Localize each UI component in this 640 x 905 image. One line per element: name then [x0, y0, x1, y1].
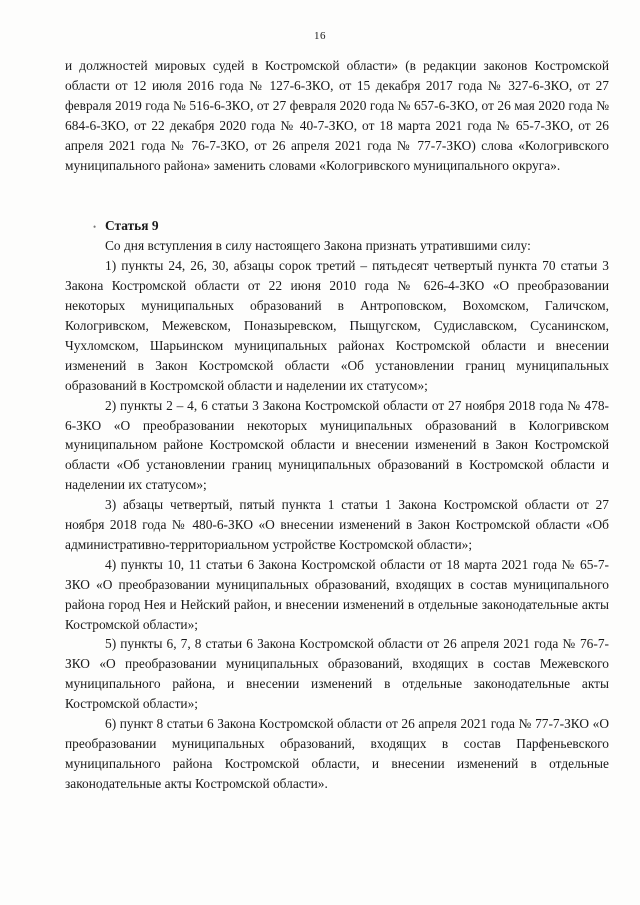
- article-intro: Со дня вступления в силу настоящего Закона признать утратившими силу:: [105, 238, 531, 254]
- list-item-3: 3) абзацы четвертый, пятый пункта 1 статьи 1 Закона Костромской области от 27 ноября 2018 года № 480-6-ЗКО «О внесении изменений в Закон Костромской области «Об административно-территориальном устройстве Костромской области»;: [65, 497, 609, 552]
- page-number: 16: [314, 30, 326, 42]
- continuation-paragraph: и должностей мировых судей в Костромской области» (в редакции законов Костромской области от 12 июля 2016 года № 127-6-ЗКО, от 15 декабря 2017 года № 327-6-ЗКО, от 27 февраля 2019 года № 516-6-ЗКО, от 27 февраля 2020 года № 657-6-ЗКО, от 26 мая 2020 года № 684-6-ЗКО, от 22 декабря 2020 года № 40-7-ЗКО, от 18 марта 2021 года № 65-7-ЗКО, от 26 апреля 2021 года № 76-7-ЗКО, от 26 апреля 2021 года № 77-7-ЗКО) слова «Кологривского муниципального района» заменить словами «Кологривского муниципального округа».: [65, 58, 609, 173]
- article-heading-text: Статья 9: [105, 218, 159, 234]
- list-item-6: 6) пункт 8 статьи 6 Закона Костромской области от 26 апреля 2021 года № 77-7-ЗКО «О преобразовании муниципальных образований, входящих в состав Парфеньевского муниципального района Костромской области, и внесении изменений в отдельные законодательные акты Костромской области».: [65, 716, 609, 791]
- scan-mark-icon: •: [93, 222, 97, 233]
- article-heading: [65, 216, 609, 236]
- list-item-2: 2) пункты 2 – 4, 6 статьи 3 Закона Костромской области от 27 ноября 2018 года № 478-6-ЗКО «О преобразовании некоторых муниципальных образований в Кологривском муниципальном районе Костромской области и внесении изменений в Закон Костромской области «Об установлении границ муниципальных образований в Костромской области и наделении их статусом»;: [65, 397, 609, 493]
- list-item-1: 1) пункты 24, 26, 30, абзацы сорок третий – пятьдесят четвертый пункта 70 статьи 3 Закона Костромской области от 22 июня 2010 года № 626-4-ЗКО «О преобразовании некоторых муниципальных образований в Антроповском, Вохомском, Галичском, Кологривском, Межевском, Поназыревском, Пыщугском, Судиславском, Сусанинском, Чухломском, Шарьинском муниципальных районах Костромской области и внесении изменений в Закон Костромской области «Об установлении границ муниципальных образований в Костромской области и наделении их статусом»;: [65, 258, 609, 393]
- section-spacer: [65, 175, 609, 216]
- list-item-5: 5) пункты 6, 7, 8 статьи 6 Закона Костромской области от 26 апреля 2021 года № 76-7-ЗКО «О преобразовании муниципальных образований, входящих в состав Межевского муниципального района, и внесении изменений в отдельные законодательные акты Костромской области»;: [65, 636, 609, 712]
- list-item-4: 4) пункты 10, 11 статьи 6 Закона Костромской области от 18 марта 2021 года № 65-7-ЗКО «О преобразовании муниципальных образований, входящих в состав муниципального района город Нея и Нейский район, и внесении изменений в отдельные законодательные акты Костромской области»;: [65, 556, 609, 632]
- document-body: [65, 56, 609, 794]
